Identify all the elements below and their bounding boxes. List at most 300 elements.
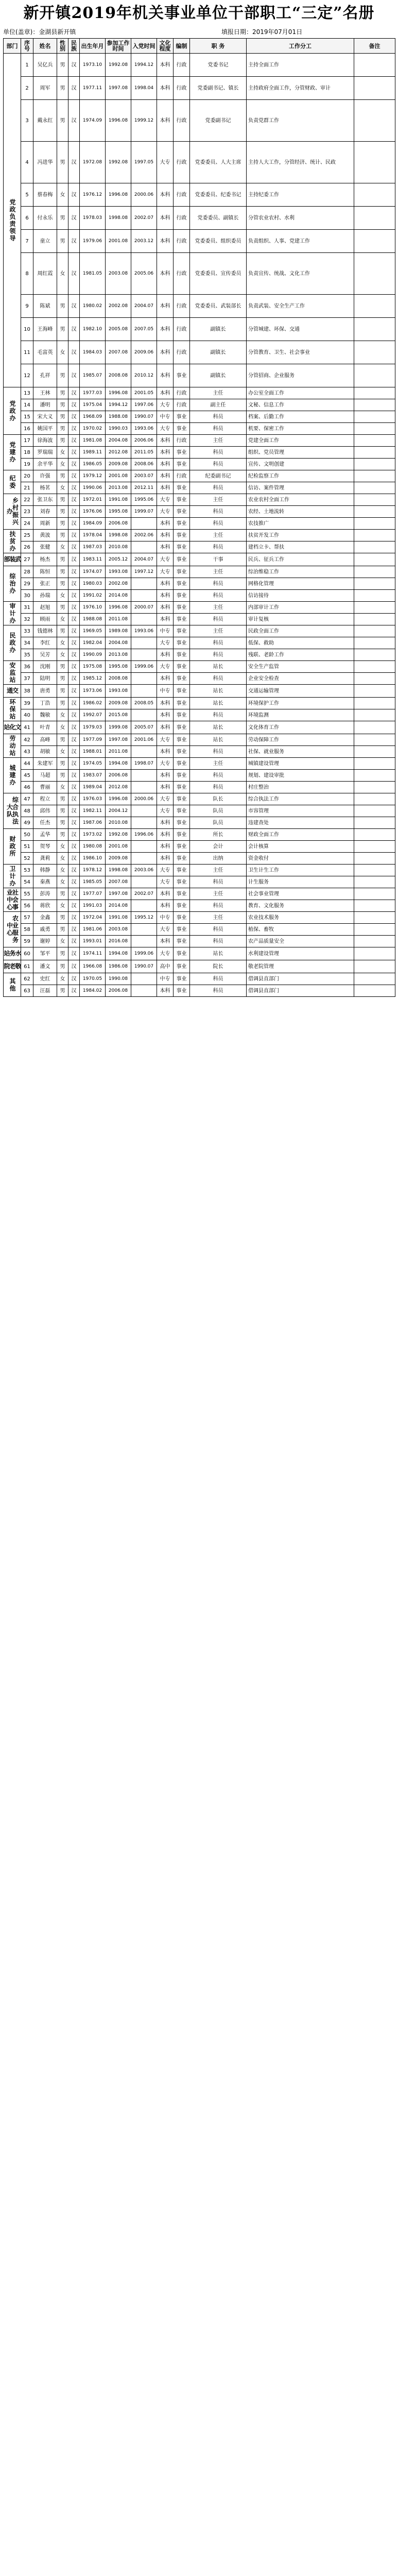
cell-edu: 本科 [157, 530, 174, 541]
cell-name: 龚莉 [33, 853, 57, 865]
table-row [4, 685, 395, 698]
cell-title: 科员 [190, 985, 247, 997]
cell-birth: 1977.07 [80, 888, 106, 900]
header-row [4, 39, 395, 54]
cell-remark [354, 936, 395, 947]
cell-name: 周新 [33, 518, 57, 530]
cell-sex: 男 [57, 470, 68, 482]
cell-remark [354, 364, 395, 387]
cell-title: 站长 [190, 698, 247, 709]
cell-party: 2000.06 [131, 183, 157, 207]
cell-duty: 负责宣传、统战、文化工作 [247, 253, 354, 295]
cell-birth: 1986.05 [80, 459, 106, 470]
cell-name: 刘春 [33, 506, 57, 518]
cell-sex: 男 [57, 142, 68, 183]
cell-nation: 汉 [68, 912, 80, 924]
cell-remark [354, 746, 395, 758]
cell-title: 副镇长 [190, 318, 247, 341]
cell-edu: 本科 [157, 936, 174, 947]
cell-party: 1993.06 [131, 625, 157, 637]
cell-dept: 卫计办 [4, 865, 21, 888]
cell-party: 2000.07 [131, 602, 157, 614]
cell-duty: 民兵、征兵工作 [247, 553, 354, 566]
cell-party [131, 673, 157, 685]
cell-remark [354, 435, 395, 447]
cell-remark [354, 960, 395, 973]
cell-duty: 主持人大工作，分管经济、统计、民政 [247, 142, 354, 183]
cell-duty: 宣传、文明创建 [247, 459, 354, 470]
table-row [4, 207, 395, 230]
cell-name: 胡敏 [33, 746, 57, 758]
cell-work: 1996.08 [106, 387, 131, 399]
cell-party: 2010.12 [131, 364, 157, 387]
cell-title: 主任 [190, 435, 247, 447]
cell-edu: 大专 [157, 566, 174, 578]
cell-staff: 行政 [174, 318, 190, 341]
cell-edu: 大专 [157, 553, 174, 566]
cell-duty: 安全生产监管 [247, 661, 354, 673]
cell-party [131, 614, 157, 625]
cell-work: 1990.08 [106, 973, 131, 985]
cell-no: 3 [21, 100, 33, 142]
cell-title: 主任 [190, 758, 247, 770]
cell-work: 1991.08 [106, 494, 131, 506]
cell-edu: 大专 [157, 876, 174, 888]
cell-name: 唐勇 [33, 685, 57, 698]
table-row [4, 698, 395, 709]
cell-staff: 事业 [174, 817, 190, 829]
cell-party [131, 936, 157, 947]
cell-staff: 行政 [174, 341, 190, 364]
cell-nation: 汉 [68, 973, 80, 985]
cell-title: 主任 [190, 625, 247, 637]
cell-work: 2006.08 [106, 518, 131, 530]
cell-title: 党委委员、武装部长 [190, 295, 247, 318]
table-row [4, 758, 395, 770]
cell-edu: 本科 [157, 721, 174, 734]
cell-edu: 本科 [157, 295, 174, 318]
cell-party: 2004.07 [131, 553, 157, 566]
cell-party: 2000.06 [131, 793, 157, 805]
cell-edu: 中专 [157, 973, 174, 985]
cell-sex: 男 [57, 758, 68, 770]
cell-duty: 主持全面工作 [247, 54, 354, 77]
cell-staff: 事业 [174, 947, 190, 960]
cell-party: 1999.06 [131, 947, 157, 960]
cell-party: 2003.07 [131, 470, 157, 482]
cell-title: 科员 [190, 673, 247, 685]
cell-birth: 1983.11 [80, 553, 106, 566]
cell-work: 2011.08 [106, 614, 131, 625]
cell-remark [354, 100, 395, 142]
cell-sex: 男 [57, 553, 68, 566]
cell-sex: 女 [57, 721, 68, 734]
cell-nation: 汉 [68, 709, 80, 721]
header-staff: 编制 [174, 39, 190, 54]
cell-birth: 1982.10 [80, 318, 106, 341]
cell-party [131, 541, 157, 553]
cell-edu: 本科 [157, 341, 174, 364]
cell-duty: 扶贫开发工作 [247, 530, 354, 541]
cell-sex: 女 [57, 447, 68, 459]
header-work: 参加工作时间 [106, 39, 131, 54]
cell-birth: 1973.06 [80, 685, 106, 698]
cell-birth: 1987.03 [80, 541, 106, 553]
cell-work: 1993.08 [106, 566, 131, 578]
header-no: 序号 [21, 39, 33, 54]
cell-nation: 汉 [68, 865, 80, 876]
table-row [4, 423, 395, 435]
table-row [4, 661, 395, 673]
cell-birth: 1979.12 [80, 470, 106, 482]
cell-staff: 事业 [174, 912, 190, 924]
cell-duty: 分管教育、卫生、社会事业 [247, 341, 354, 364]
cell-title: 主任 [190, 912, 247, 924]
cell-remark [354, 506, 395, 518]
cell-duty: 借调县直部门 [247, 985, 354, 997]
cell-title: 科员 [190, 746, 247, 758]
cell-edu: 大专 [157, 399, 174, 411]
cell-nation: 汉 [68, 541, 80, 553]
cell-party: 1993.06 [131, 423, 157, 435]
cell-remark [354, 793, 395, 805]
cell-staff: 事业 [174, 673, 190, 685]
cell-staff: 行政 [174, 183, 190, 207]
cell-nation: 汉 [68, 506, 80, 518]
cell-title: 队长 [190, 793, 247, 805]
cell-staff: 行政 [174, 399, 190, 411]
cell-party: 2003.12 [131, 230, 157, 253]
cell-sex: 女 [57, 649, 68, 661]
cell-work: 2004.08 [106, 435, 131, 447]
cell-sex: 男 [57, 506, 68, 518]
cell-work: 1997.08 [106, 77, 131, 100]
cell-party: 2012.11 [131, 482, 157, 494]
cell-title: 队员 [190, 805, 247, 817]
cell-sex: 男 [57, 54, 68, 77]
cell-nation: 汉 [68, 566, 80, 578]
cell-no: 10 [21, 318, 33, 341]
cell-party: 2005.06 [131, 253, 157, 295]
cell-name: 吴芳 [33, 649, 57, 661]
cell-no: 61 [21, 960, 33, 973]
cell-duty: 农业农村全面工作 [247, 494, 354, 506]
cell-edu: 本科 [157, 770, 174, 782]
cell-work: 1999.08 [106, 721, 131, 734]
cell-name: 罗瑞瑞 [33, 447, 57, 459]
cell-title: 党委书记 [190, 54, 247, 77]
cell-party: 1990.07 [131, 411, 157, 423]
cell-duty: 建档立卡、帮扶 [247, 541, 354, 553]
cell-name: 邹平 [33, 947, 57, 960]
cell-edu: 本科 [157, 578, 174, 590]
cell-party [131, 924, 157, 936]
cell-nation: 汉 [68, 782, 80, 793]
cell-nation: 汉 [68, 183, 80, 207]
cell-staff: 事业 [174, 482, 190, 494]
cell-nation: 汉 [68, 685, 80, 698]
unit-label: 单位(盖章)：金湖县新开镇 [3, 28, 76, 36]
cell-birth: 1989.11 [80, 447, 106, 459]
cell-remark [354, 207, 395, 230]
cell-title: 所长 [190, 829, 247, 841]
cell-name: 丁浩 [33, 698, 57, 709]
cell-work: 1992.08 [106, 54, 131, 77]
cell-remark [354, 470, 395, 482]
cell-party: 2003.06 [131, 865, 157, 876]
cell-birth: 1976.03 [80, 793, 106, 805]
cell-no: 6 [21, 207, 33, 230]
cell-no: 63 [21, 985, 33, 997]
cell-birth: 1970.02 [80, 423, 106, 435]
table-row [4, 853, 395, 865]
cell-no: 19 [21, 459, 33, 470]
cell-work: 2013.08 [106, 482, 131, 494]
cell-name: 童立 [33, 230, 57, 253]
cell-name: 孔祥 [33, 364, 57, 387]
cell-work: 2002.08 [106, 295, 131, 318]
cell-staff: 事业 [174, 829, 190, 841]
cell-name: 周红霞 [33, 253, 57, 295]
cell-remark [354, 518, 395, 530]
cell-dept: 劳动站 [4, 734, 21, 758]
cell-staff: 事业 [174, 973, 190, 985]
cell-name: 蔡春梅 [33, 183, 57, 207]
cell-no: 8 [21, 253, 33, 295]
table-row [4, 541, 395, 553]
cell-nation: 汉 [68, 924, 80, 936]
cell-nation: 汉 [68, 364, 80, 387]
cell-title: 党委委员、组织委员 [190, 230, 247, 253]
table-row [4, 142, 395, 183]
cell-duty: 信访、案件管理 [247, 482, 354, 494]
cell-duty: 档案、后勤工作 [247, 411, 354, 423]
cell-sex: 男 [57, 530, 68, 541]
cell-staff: 行政 [174, 387, 190, 399]
cell-duty: 农技推广 [247, 518, 354, 530]
cell-work: 2006.08 [106, 985, 131, 997]
cell-remark [354, 423, 395, 435]
cell-nation: 汉 [68, 602, 80, 614]
cell-sex: 男 [57, 207, 68, 230]
cell-staff: 行政 [174, 100, 190, 142]
cell-no: 49 [21, 817, 33, 829]
cell-birth: 1984.02 [80, 985, 106, 997]
cell-title: 科员 [190, 614, 247, 625]
cell-staff: 事业 [174, 423, 190, 435]
table-row [4, 924, 395, 936]
cell-duty: 村庄整治 [247, 782, 354, 793]
cell-birth: 1989.04 [80, 782, 106, 793]
cell-nation: 汉 [68, 494, 80, 506]
cell-party: 1990.07 [131, 960, 157, 973]
cell-no: 37 [21, 673, 33, 685]
cell-duty: 农业技术服务 [247, 912, 354, 924]
table-row [4, 253, 395, 295]
cell-staff: 事业 [174, 734, 190, 746]
cell-sex: 女 [57, 341, 68, 364]
cell-name: 陈恒 [33, 566, 57, 578]
cell-title: 党委委员、人大主席 [190, 142, 247, 183]
cell-duty: 城镇建设管理 [247, 758, 354, 770]
cell-remark [354, 734, 395, 746]
cell-duty: 规划、建设审批 [247, 770, 354, 782]
cell-work: 1993.08 [106, 685, 131, 698]
cell-staff: 事业 [174, 865, 190, 876]
cell-remark [354, 578, 395, 590]
cell-title: 科员 [190, 459, 247, 470]
table-row [4, 960, 395, 973]
cell-work: 2005.08 [106, 318, 131, 341]
cell-birth: 1972.08 [80, 142, 106, 183]
cell-title: 科员 [190, 709, 247, 721]
cell-sex: 男 [57, 924, 68, 936]
cell-name: 叶青 [33, 721, 57, 734]
cell-no: 35 [21, 649, 33, 661]
cell-nation: 汉 [68, 853, 80, 865]
cell-edu: 本科 [157, 54, 174, 77]
cell-staff: 事业 [174, 506, 190, 518]
cell-title: 科员 [190, 936, 247, 947]
cell-remark [354, 817, 395, 829]
cell-staff: 事业 [174, 602, 190, 614]
cell-birth: 1980.08 [80, 841, 106, 853]
cell-party [131, 578, 157, 590]
cell-nation: 汉 [68, 318, 80, 341]
cell-remark [354, 985, 395, 997]
cell-remark [354, 459, 395, 470]
cell-staff: 事业 [174, 782, 190, 793]
cell-name: 谢婷 [33, 936, 57, 947]
cell-sex: 男 [57, 578, 68, 590]
cell-work: 2010.08 [106, 541, 131, 553]
cell-duty: 资金收付 [247, 853, 354, 865]
table-row [4, 734, 395, 746]
cell-name: 冯进华 [33, 142, 57, 183]
cell-nation: 汉 [68, 960, 80, 973]
cell-work: 2006.08 [106, 770, 131, 782]
cell-name: 张卫东 [33, 494, 57, 506]
cell-name: 杨杰 [33, 553, 57, 566]
cell-dept: 党政办 [4, 387, 21, 435]
cell-no: 34 [21, 637, 33, 649]
cell-no: 17 [21, 435, 33, 447]
cell-birth: 1974.09 [80, 100, 106, 142]
cell-duty: 民政全面工作 [247, 625, 354, 637]
cell-work: 1998.08 [106, 207, 131, 230]
cell-birth: 1979.03 [80, 721, 106, 734]
cell-nation: 汉 [68, 590, 80, 602]
cell-sex: 男 [57, 230, 68, 253]
cell-birth: 1981.06 [80, 924, 106, 936]
cell-edu: 中专 [157, 685, 174, 698]
cell-staff: 事业 [174, 721, 190, 734]
cell-duty: 文秘、信息工作 [247, 399, 354, 411]
cell-nation: 汉 [68, 295, 80, 318]
cell-nation: 汉 [68, 230, 80, 253]
cell-edu: 本科 [157, 77, 174, 100]
table-row [4, 318, 395, 341]
cell-remark [354, 661, 395, 673]
cell-remark [354, 865, 395, 876]
cell-work: 2015.08 [106, 709, 131, 721]
cell-name: 秦燕 [33, 876, 57, 888]
cell-party: 2009.06 [131, 341, 157, 364]
cell-remark [354, 614, 395, 625]
cell-sex: 女 [57, 853, 68, 865]
cell-birth: 1984.03 [80, 341, 106, 364]
cell-duty: 负责组织、人事、党建工作 [247, 230, 354, 253]
cell-nation: 汉 [68, 54, 80, 77]
cell-party: 1999.07 [131, 506, 157, 518]
cell-title: 队员 [190, 817, 247, 829]
cell-duty: 环境保护工作 [247, 698, 354, 709]
table-row [4, 459, 395, 470]
cell-staff: 事业 [174, 530, 190, 541]
cell-work: 2012.08 [106, 447, 131, 459]
table-row [4, 614, 395, 625]
table-row [4, 637, 395, 649]
cell-sex: 女 [57, 253, 68, 295]
cell-sex: 男 [57, 985, 68, 997]
table-row [4, 947, 395, 960]
cell-name: 王林 [33, 387, 57, 399]
cell-staff: 事业 [174, 936, 190, 947]
table-row [4, 625, 395, 637]
cell-name: 贺琴 [33, 841, 57, 853]
cell-no: 43 [21, 746, 33, 758]
cell-nation: 汉 [68, 100, 80, 142]
cell-birth: 1979.06 [80, 230, 106, 253]
cell-no: 30 [21, 590, 33, 602]
cell-staff: 事业 [174, 553, 190, 566]
cell-party: 1994.12 [131, 54, 157, 77]
cell-birth: 1974.07 [80, 566, 106, 578]
cell-duty: 企业安全检查 [247, 673, 354, 685]
table-row [4, 77, 395, 100]
table-row [4, 387, 395, 399]
cell-nation: 汉 [68, 142, 80, 183]
cell-birth: 1991.02 [80, 590, 106, 602]
cell-no: 28 [21, 566, 33, 578]
cell-party [131, 805, 157, 817]
cell-edu: 本科 [157, 541, 174, 553]
cell-name: 高峰 [33, 734, 57, 746]
cell-title: 主任 [190, 387, 247, 399]
cell-party [131, 685, 157, 698]
cell-sex: 女 [57, 900, 68, 912]
cell-party: 1996.06 [131, 829, 157, 841]
cell-no: 38 [21, 685, 33, 698]
cell-no: 40 [21, 709, 33, 721]
cell-work: 2001.08 [106, 841, 131, 853]
table-row [4, 912, 395, 924]
cell-staff: 事业 [174, 805, 190, 817]
cell-no: 31 [21, 602, 33, 614]
cell-birth: 1980.02 [80, 295, 106, 318]
cell-staff: 行政 [174, 295, 190, 318]
cell-work: 1996.08 [106, 793, 131, 805]
cell-title: 主任 [190, 602, 247, 614]
cell-edu: 大专 [157, 793, 174, 805]
cell-dept: 社会事业中心 [4, 888, 21, 912]
cell-sex: 女 [57, 782, 68, 793]
cell-party: 2008.05 [131, 698, 157, 709]
cell-edu: 本科 [157, 782, 174, 793]
cell-birth: 1977.03 [80, 387, 106, 399]
cell-no: 12 [21, 364, 33, 387]
table-row [4, 590, 395, 602]
